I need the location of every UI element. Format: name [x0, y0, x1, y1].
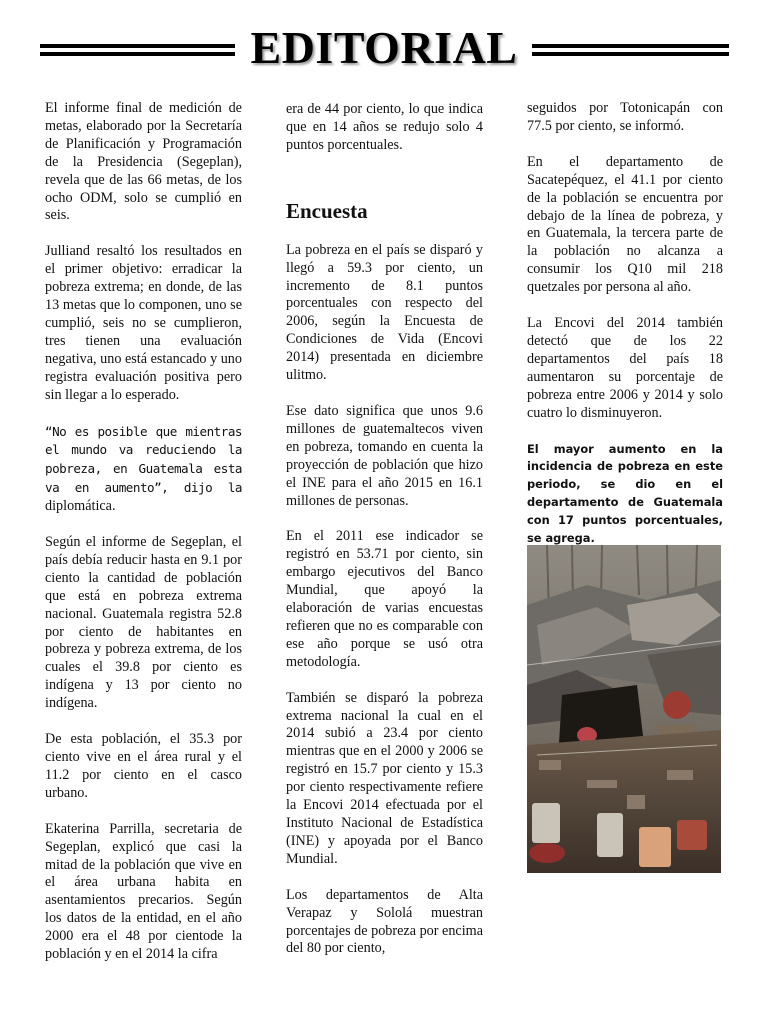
paragraph: De esta población, el 35.3 por ciento vive en el área rural y el 11.2 por ciento en el casco urbano.	[45, 731, 242, 801]
paragraph: El informe final de medición de metas, elaborado por la Secretaría de Planificación y Programación de la Presidencia (Segeplan), revela que de las 66 metas, de los ocho ODM, solo se cumplió en seis.	[45, 100, 242, 224]
paragraph: era de 44 por ciento, lo que indica que en 14 años se redujo solo 4 puntos porcentuales.	[286, 101, 483, 153]
highlight-text: El mayor aumento en la incidencia de pobreza en este periodo, se dio en el departamento de Guatemala con 17 puntos porcentuales, se agrega.	[527, 441, 723, 546]
article-column-1	[45, 100, 242, 982]
article-column-2	[286, 101, 483, 976]
paragraph: También se disparó la pobreza extrema nacional la cual en el 2014 subió a 23.4 por ciento mientras que en el 2000 y 2006 se registró en 15.7 por ciento y 15.3 por ciento respectivamente refiere la Encovi 2014 efectuada por el Instituto Nacional de Estadística (INE) y apoyada por el Banco Mundial.	[286, 689, 483, 867]
article-column-3	[527, 100, 723, 566]
page-title: EDITORIAL	[250, 22, 518, 73]
paragraph: La pobreza en el país se disparó y llegó a 59.3 por ciento, un incremento de 8.1 puntos porcentuales con respecto del 2006, según la Encuesta de Condiciones de Vida (Encovi 2014) presentada en diciembre ulitmo.	[286, 241, 483, 384]
paragraph: Los departamentos de Alta Verapaz y Sololá muestran porcentajes de pobreza por encima del 80 por ciento,	[286, 886, 483, 957]
paragraph: En el departamento de Sacatepéquez, el 41.1 por ciento de la población se encuentra por debajo de la línea de pobreza, y en Guatemala, la tercera parte de la población no alcanza a consumir los Q10 mil 218 quetzales por persona al año.	[527, 153, 723, 296]
pull-quote-paragraph	[45, 423, 242, 517]
paragraph: Según el informe de Segeplan, el país debía reducir hasta en 9.1 por ciento la cantidad de población que está en pobreza extrema nacional. Guatemala registra 52.8 por ciento de habitantes en pobreza y pobreza extrema, de los cuales el 39.8 por ciento es indígena y 13 por ciento no indígena.	[45, 534, 242, 712]
paragraph: Ese dato significa que unos 9.6 millones de guatemaltecos viven en pobreza, tomando en cuenta la proyección de población que hizo el INE para el año 2015 en 16.1 millones de personas.	[286, 402, 483, 509]
paragraph: seguidos por Totonicapán con 77.5 por ciento, se informó.	[527, 100, 723, 134]
masthead-rule-right	[532, 44, 729, 58]
paragraph: En el 2011 ese indicador se registró en 53.71 por ciento, sin embargo ejecutivos del Banco Mundial, que apoyó la elaboración de varias encuestas refieren que no es comparable con ese año porque se usó otra metodología.	[286, 528, 483, 670]
quote-text: “No es posible que mientras el mundo va reduciendo la pobreza, en Guatemala esta va en aumento”, dijo la	[45, 423, 242, 496]
masthead	[0, 22, 768, 78]
paragraph: Julliand resaltó los resultados en el primer objetivo: erradicar la pobreza extrema; en donde, de las 13 metas que lo componen, uno se cumplió, seis no se cumplieron, tres tienen una evaluación negativa, uno está estancado y uno registra evaluación positiva pero sin llegar a lo esperado.	[45, 243, 242, 403]
paragraph: La Encovi del 2014 también detectó que de los 22 departamentos del país 18 aumentaron su porcentaje de pobreza entre 2006 y 2014 y solo cuatro lo disminuyeron.	[527, 315, 723, 421]
section-heading: Encuesta	[286, 198, 368, 223]
paragraph: Ekaterina Parrilla, secretaria de Segeplan, explicó que casi la mitad de la población que vive en el área urbana habita en asentamientos precarios. Según los datos de la entidad, en el año 2000 era el 48 por cientode la población y en el 2014 la cifra	[45, 820, 242, 963]
slum-photo	[527, 545, 721, 873]
quote-attribution: diplomática.	[45, 498, 116, 515]
